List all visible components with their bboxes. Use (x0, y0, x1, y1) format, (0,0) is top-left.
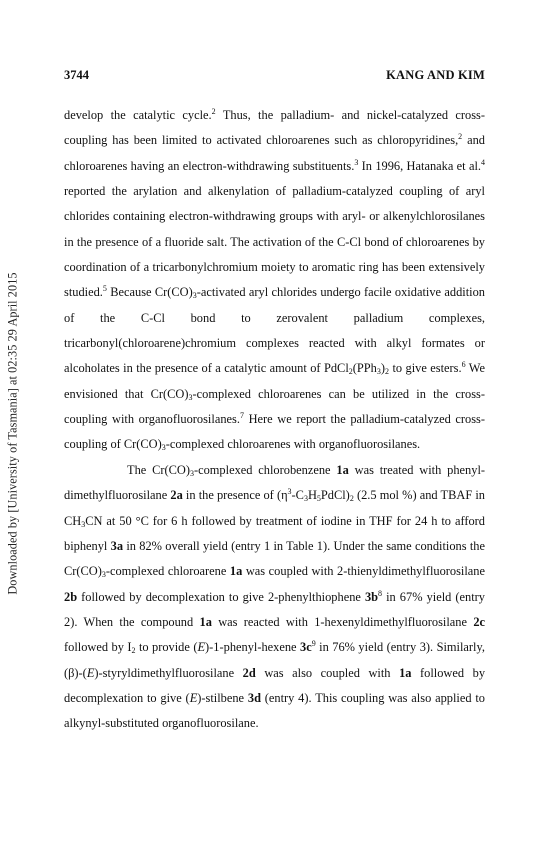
text-run: The Cr(CO) (127, 462, 190, 477)
text-run: )-1-phenyl-hexene (205, 640, 301, 655)
citation-ref: 2 (458, 132, 463, 142)
text-run: H (307, 488, 317, 503)
compound-label: 3d (247, 690, 261, 705)
text-run: -complexed chloroarene (105, 564, 230, 579)
formula-subscript: 3 (81, 519, 86, 529)
text-run: We envisioned that Cr(CO) (64, 361, 485, 401)
formula-subscript: 3 (188, 392, 193, 402)
text-run: was reacted with 1-hexenyldimethylfluorosilane (211, 614, 474, 629)
formula-subscript: 3 (161, 443, 166, 453)
formula-subscript: 5 (316, 494, 321, 504)
running-head: KANG AND KIM (386, 68, 485, 82)
text-run: was coupled with 2-thienyldimethylfluorosilane (242, 564, 485, 579)
text-run: )-styryldimethylfluorosilane (94, 665, 243, 680)
text-run: to provide ( (135, 640, 198, 655)
text-run: -activated aryl chlorides undergo facile oxidative addition of the C-Cl bond to zerovalent palladium complexes, tricarbonyl(chloroarene)chromium complexes reacted with alkyl formates or alcoholates in the presence of a catalytic amount of PdCl (64, 285, 485, 376)
text-run: -complexed chlorobenzene (193, 462, 337, 477)
compound-label: 1a (399, 665, 412, 680)
compound-label: 1a (199, 614, 212, 629)
text-run: develop the catalytic cycle. (64, 108, 212, 122)
text-run: and chloroarenes having an electron-withdrawing substituents. (64, 133, 485, 173)
text-run: In 1996, Hatanaka et al. (358, 158, 481, 173)
compound-label: 3a (110, 538, 124, 553)
text-run: -complexed chloroarenes can be utilized in the cross-coupling with organofluorosilanes. (64, 386, 485, 427)
page-header (64, 68, 485, 83)
text-run: -complexed chloroarenes with organofluorosilanes. (165, 437, 421, 452)
formula-subscript: 3 (101, 570, 106, 580)
page-number: 3744 (64, 68, 89, 82)
formula-subscript: 2 (131, 646, 136, 656)
citation-ref: 4 (481, 157, 485, 167)
compound-label: 2d (242, 665, 256, 680)
text-run: in 76% yield (entry 3). Similarly, (β)-( (64, 640, 485, 680)
formula-superscript: 3 (287, 487, 292, 497)
text-run: followed by decomplexation to give ( (64, 665, 486, 705)
text-run: Here we report the palladium-catalyzed cross-coupling of Cr(CO) (64, 412, 485, 452)
formula-subscript: 3 (192, 291, 197, 301)
text-run: in 82% overall yield (entry 1 in Table 1). Under the same conditions the Cr(CO) (64, 538, 486, 579)
text-run: (2.5 mol %) and TBAF in CH (64, 488, 485, 528)
text-run: (PPh (352, 361, 377, 376)
compound-label: 2b (64, 589, 78, 604)
compound-label: 3b (364, 589, 379, 604)
compound-label: 2c (473, 614, 486, 629)
download-note: Downloaded by [University of Tasmania] at 02:35 29 April 2015 (5, 271, 20, 595)
stereo-descriptor: E (189, 690, 198, 705)
paragraph-1 (64, 103, 485, 458)
text-run: was treated with phenyl-dimethylfluorosilane (64, 462, 486, 503)
paragraph-2 (64, 458, 485, 737)
text-run: ) (380, 361, 386, 376)
citation-ref: 6 (461, 360, 466, 370)
text-run: )-stilbene (197, 690, 248, 705)
text-run: followed by I (64, 640, 132, 655)
text-run: reported the arylation and alkenylation of palladium-catalyzed coupling of aryl chlorides containing electron-withdrawing groups with aryl- or alkenylchlorosilanes in the presence of a fluoride salt. The activation of the C-Cl bond of chloroarenes by coordination of a tricarbonylchromium moiety to aromatic ring has been extensively studied. (64, 184, 485, 300)
formula-subscript: 3 (376, 367, 381, 377)
formula-subscript: 3 (303, 494, 308, 504)
citation-ref: 8 (378, 588, 383, 598)
download-watermark (2, 248, 24, 618)
article-body (64, 103, 485, 737)
compound-label: 1a (336, 462, 349, 477)
citation-ref: 5 (102, 284, 107, 294)
citation-ref: 2 (211, 107, 216, 116)
text-run: -C (291, 488, 304, 503)
text-run: Thus, the palladium- and nickel-catalyzed cross-coupling has been limited to activated chloroarenes such as chloropyridines, (64, 108, 485, 148)
text-run: to give esters. (389, 361, 462, 376)
text-run: Because Cr(CO) (106, 285, 193, 300)
text-run: was also coupled with (255, 665, 400, 680)
citation-ref: 3 (354, 157, 359, 167)
compound-label: 1a (229, 564, 243, 579)
formula-subscript: 2 (385, 367, 390, 377)
text-run: in 67% yield (entry 2). When the compound (64, 589, 485, 629)
stereo-descriptor: E (197, 640, 206, 655)
text-run: in the presence of (η (182, 488, 288, 503)
text-run: (entry 4). This coupling was also applied to alkynyl-substituted organofluorosilane. (64, 690, 485, 731)
text-run: CN at 50 °C for 6 h followed by treatment of iodine in THF for 24 h to afford biphenyl (64, 513, 485, 553)
citation-ref: 7 (239, 411, 244, 421)
text-run: PdCl) (320, 488, 350, 503)
formula-subscript: 3 (189, 468, 194, 478)
formula-subscript: 2 (348, 367, 353, 377)
compound-label: 3c (300, 640, 312, 655)
compound-label: 2a (170, 488, 183, 503)
formula-subscript: 2 (349, 494, 354, 504)
citation-ref: 9 (311, 639, 316, 649)
text-run: followed by decomplexation to give 2-phenylthiophene (77, 589, 365, 604)
stereo-descriptor: E (86, 665, 95, 680)
